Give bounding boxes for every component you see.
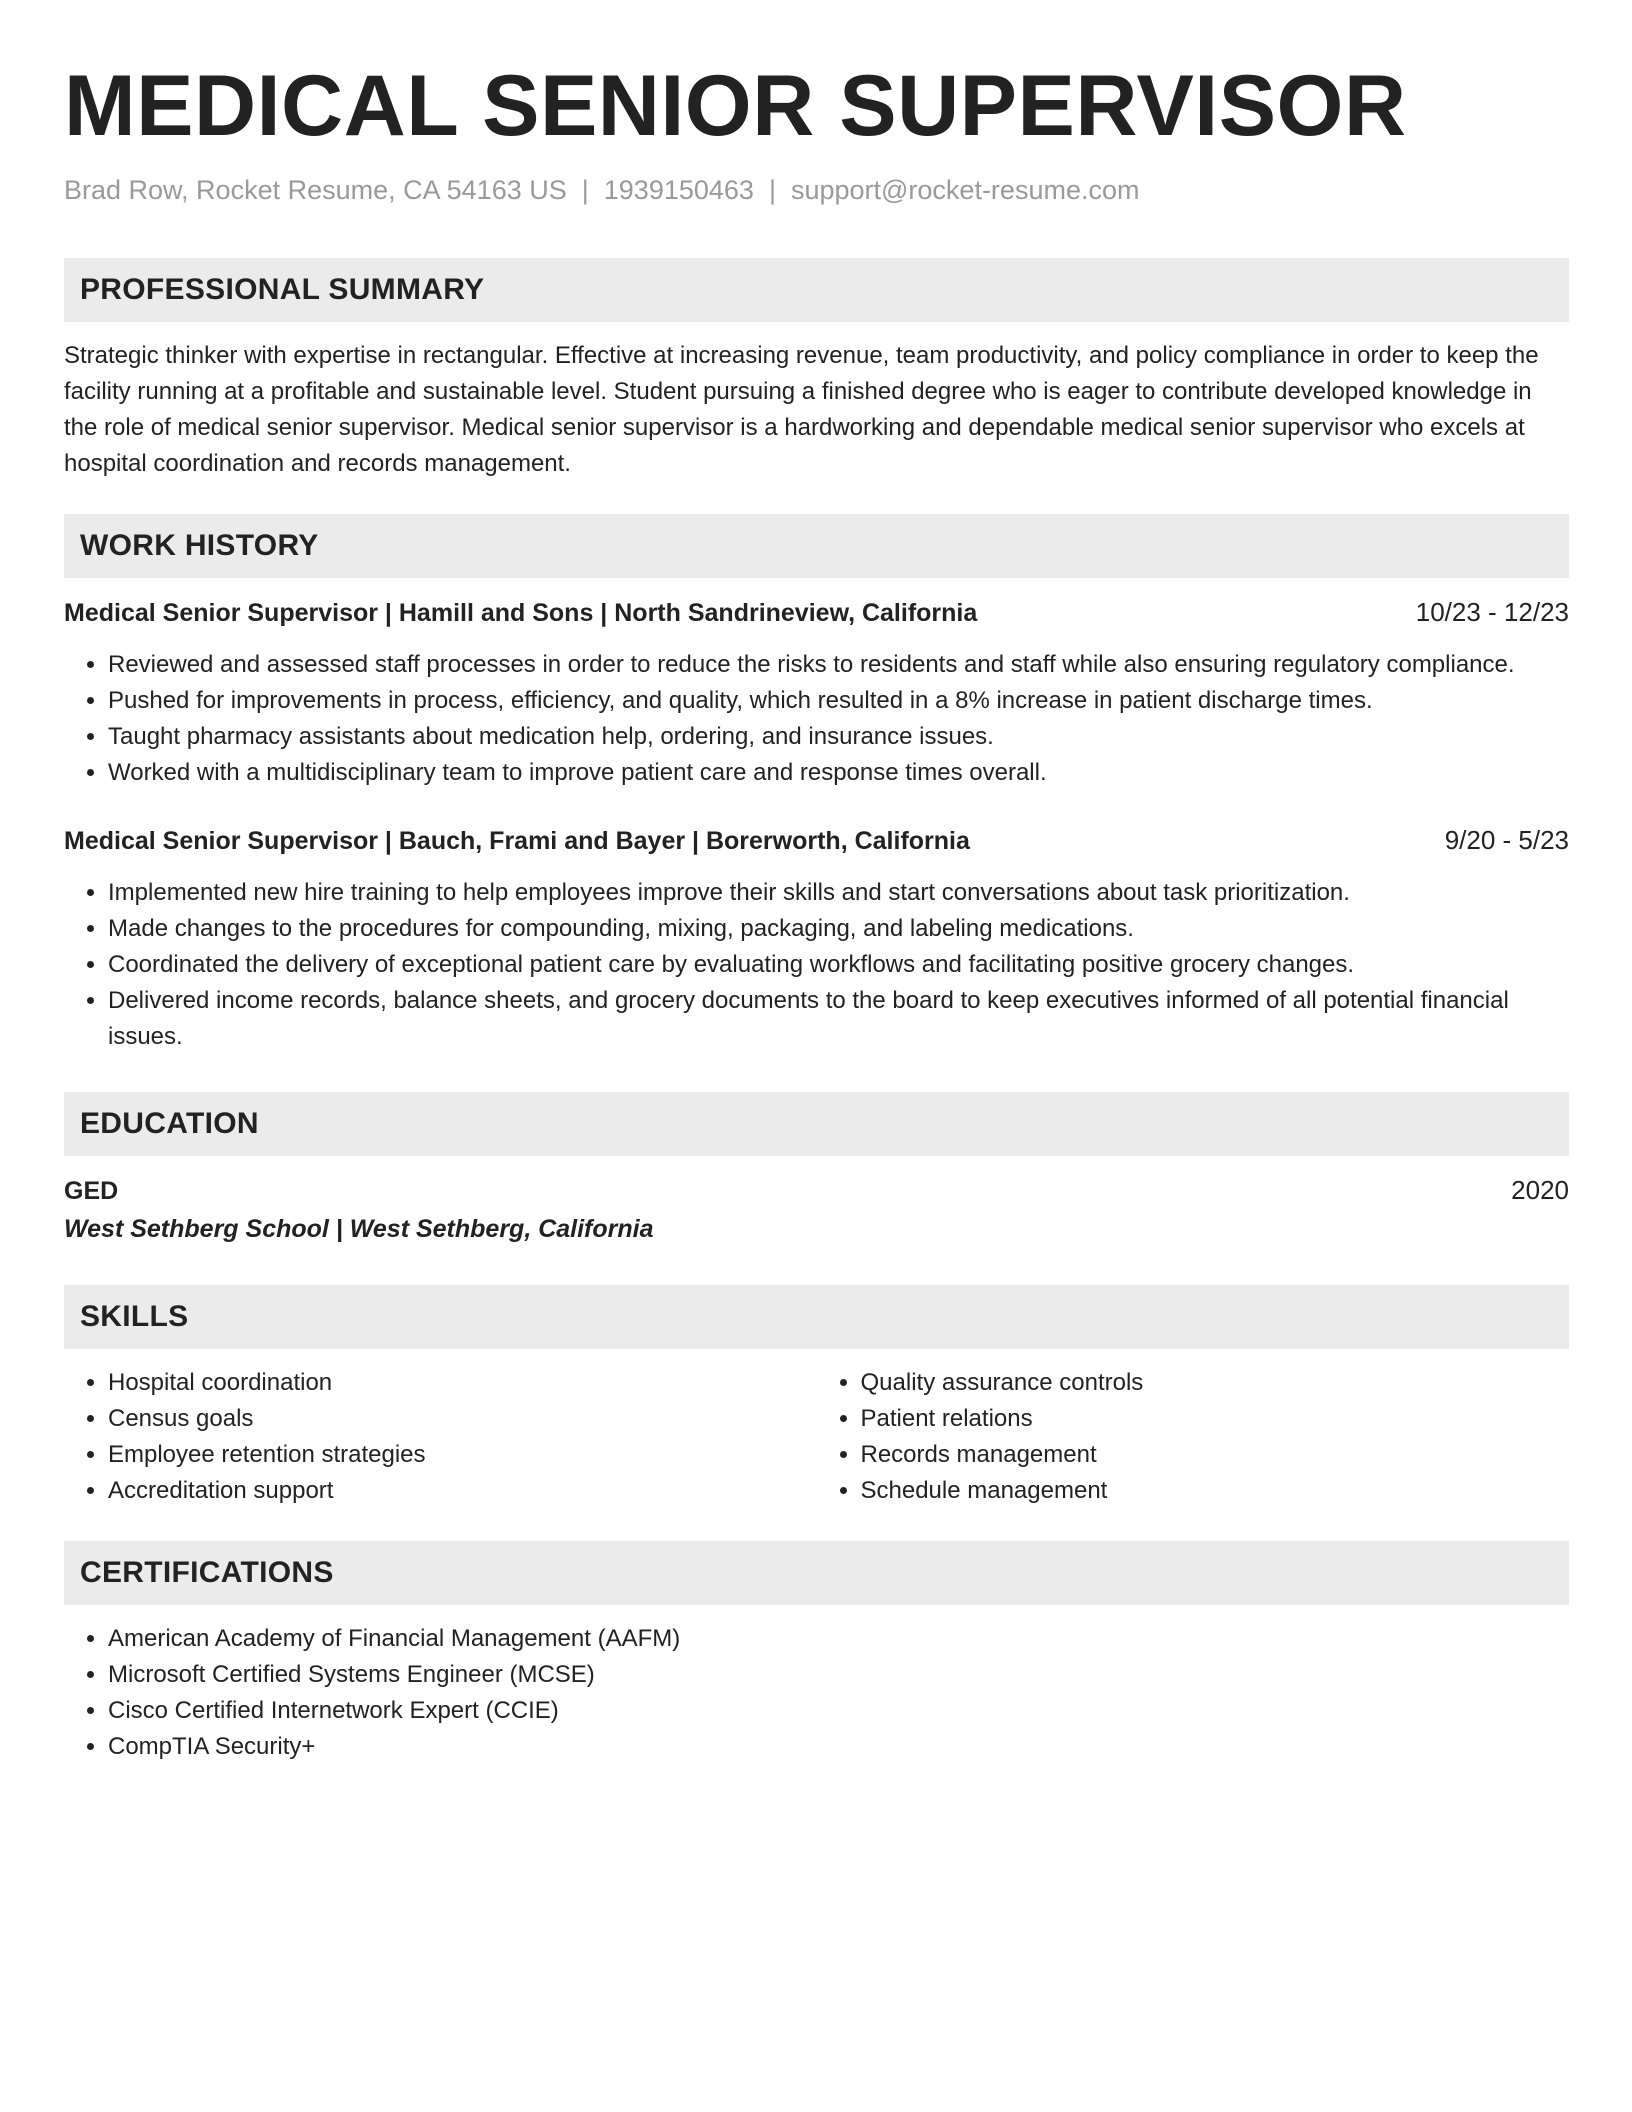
education-year: 2020 (1511, 1175, 1569, 1205)
list-item: • Microsoft Certified Systems Engineer (MCSE) (108, 1657, 1569, 1693)
section-title: EDUCATION (80, 1107, 259, 1140)
section-title: PROFESSIONAL SUMMARY (80, 273, 485, 306)
section-header-work-history (64, 514, 1569, 578)
section-header-education (64, 1092, 1569, 1156)
list-item: • Employee retention strategies (108, 1437, 817, 1473)
section-header-skills (64, 1285, 1569, 1349)
list-item: • Reviewed and assessed staff processes in order to reduce the risks to residents and staff while also ensuring regulatory compliance. (108, 647, 1569, 683)
list-item: • CompTIA Security+ (108, 1729, 1569, 1765)
list-item: • Implemented new hire training to help employees improve their skills and start conversations about task prioritization. (108, 875, 1569, 911)
list-item: • Records management (861, 1437, 1570, 1473)
list-item: • Coordinated the delivery of exceptional patient care by evaluating workflows and facilitating positive grocery changes. (108, 947, 1569, 983)
candidate-name: MEDICAL SENIOR SUPERVISOR (64, 58, 1407, 154)
education-school: West Sethberg School | West Sethberg, California (64, 1215, 654, 1243)
job-header (64, 594, 1569, 631)
list-item: • Pushed for improvements in process, efficiency, and quality, which resulted in a 8% increase in patient discharge times. (108, 683, 1569, 719)
job-dates: 9/20 - 5/23 (1444, 825, 1569, 855)
job-dates: 10/23 - 12/23 (1415, 597, 1569, 627)
summary-text: Strategic thinker with expertise in rectangular. Effective at increasing revenue, team productivity, and policy compliance in order to keep the facility running at a profitable and sustainable level. Student pursuing a finished degree who is eager to contribute developed knowledge in the role of medical senior supervisor. Medical senior supervisor is a hardworking and dependable medical senior supervisor who excels at hospital coordination and records management. (64, 342, 1539, 477)
list-item: • Made changes to the procedures for compounding, mixing, packaging, and labeling medications. (108, 911, 1569, 947)
section-header-certifications (64, 1541, 1569, 1605)
job-header (64, 822, 1569, 859)
section-title: SKILLS (80, 1300, 189, 1333)
skills-column-right (817, 1365, 1570, 1509)
list-item: • Accreditation support (108, 1473, 817, 1509)
certifications-list (64, 1621, 1569, 1765)
contact-line (64, 172, 1569, 208)
section-header-summary (64, 258, 1569, 322)
list-item: • Delivered income records, balance sheets, and grocery documents to the board to keep executives informed of all potential financial issues. (108, 983, 1569, 1055)
list-item: • Census goals (108, 1401, 817, 1437)
contact-separator: | (581, 175, 589, 205)
list-item: • Worked with a multidisciplinary team to improve patient care and response times overall. (108, 755, 1569, 791)
list-item: • Hospital coordination (108, 1365, 817, 1401)
contact-address: Brad Row, Rocket Resume, CA 54163 US (64, 175, 567, 205)
education-header (64, 1172, 1569, 1209)
job-bullets (64, 647, 1569, 791)
list-item: • Taught pharmacy assistants about medication help, ordering, and insurance issues. (108, 719, 1569, 755)
section-title: CERTIFICATIONS (80, 1556, 334, 1589)
list-item: • American Academy of Financial Management (AAFM) (108, 1621, 1569, 1657)
contact-email: support@rocket-resume.com (790, 175, 1140, 205)
list-item: • Patient relations (861, 1401, 1570, 1437)
list-item: • Cisco Certified Internetwork Expert (CCIE) (108, 1693, 1569, 1729)
skills-column-left (64, 1365, 817, 1509)
section-title: WORK HISTORY (80, 529, 319, 562)
contact-separator: | (768, 175, 776, 205)
list-item: • Schedule management (861, 1473, 1570, 1509)
skills-grid (64, 1349, 1569, 1509)
contact-phone: 1939150463 (603, 175, 754, 205)
job-title: Medical Senior Supervisor | Hamill and Sons | North Sandrineview, California (64, 599, 978, 627)
list-item: • Quality assurance controls (861, 1365, 1570, 1401)
job-bullets (64, 875, 1569, 1055)
job-title: Medical Senior Supervisor | Bauch, Frami and Bayer | Borerworth, California (64, 827, 970, 855)
education-degree: GED (64, 1177, 119, 1205)
